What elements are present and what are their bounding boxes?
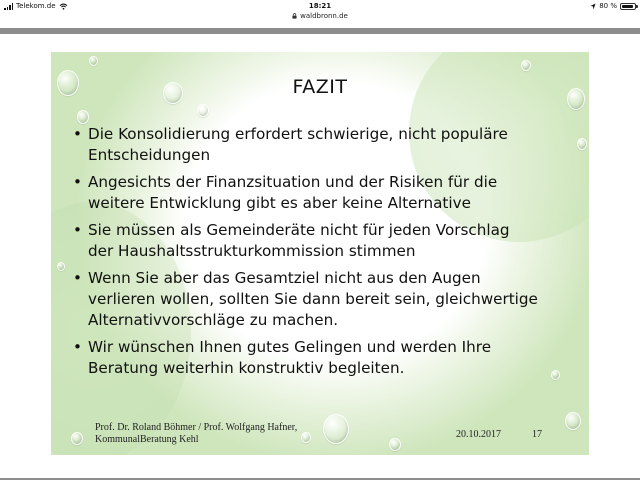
bullet-line: Entscheidungen: [88, 146, 211, 164]
water-drop-decoration: [301, 432, 311, 443]
slide-footer-authors: [95, 422, 297, 446]
battery-percent: 80 %: [599, 2, 617, 10]
water-drop-decoration: [89, 56, 98, 66]
location-arrow-icon: [590, 3, 596, 10]
bullet-item: [73, 268, 583, 331]
lock-icon: [292, 13, 297, 19]
url-domain[interactable]: waldbronn.de: [300, 12, 348, 20]
bullet-line: verlieren wollen, sollten Sie dann bereit sein, gleichwertige: [88, 290, 538, 308]
water-drop-decoration: [71, 432, 83, 445]
bullet-line: Alternativvorschläge zu machen.: [88, 311, 339, 329]
bullet-line: Angesichts der Finanzsituation und der Risiken für die: [88, 173, 498, 191]
bullet-line: Wenn Sie aber das Gesamtziel nicht aus den Augen: [88, 269, 481, 287]
bullet-item: [73, 124, 583, 166]
carrier-name: Telekom.de: [16, 2, 56, 10]
footer-organization: KommunalBeratung Kehl: [95, 434, 199, 445]
bullet-line: Die Konsolidierung erfordert schwierige, nicht populäre: [88, 125, 508, 143]
bullet-line: weitere Entwicklung gibt es aber keine Alternative: [88, 194, 471, 212]
bullet-line: Wir wünschen Ihnen gutes Gelingen und werden Ihre: [88, 338, 492, 356]
battery-icon: [620, 3, 636, 10]
water-drop-decoration: [77, 110, 89, 124]
water-drop-decoration: [197, 104, 209, 117]
bullet-line: Sie müssen als Gemeinderäte nicht für jeden Vorschlag: [88, 221, 510, 239]
bullet-item: [73, 220, 583, 262]
water-drop-decoration: [57, 262, 65, 271]
clock: 18:21: [308, 2, 332, 10]
bullet-item: [73, 337, 583, 379]
water-drop-decoration: [565, 412, 581, 430]
bullet-line: Beratung weiterhin konstruktiv begleiten.: [88, 359, 405, 377]
bullet-item: [73, 172, 583, 214]
slide-page-number: 17: [532, 429, 542, 440]
url-bar[interactable]: [0, 11, 640, 21]
slide-footer-date: 20.10.2017: [456, 429, 501, 440]
status-right: [590, 2, 636, 10]
water-drop-decoration: [323, 414, 349, 444]
slide-title: FAZIT: [292, 76, 348, 98]
footer-authors: Prof. Dr. Roland Böhmer / Prof. Wolfgang Hafner,: [95, 422, 298, 433]
bullet-list: [73, 124, 583, 385]
water-drop-decoration: [521, 60, 531, 71]
water-drop-decoration: [389, 438, 401, 451]
bullet-line: der Haushaltsstrukturkommission stimmen: [88, 242, 416, 260]
presentation-slide: [51, 52, 589, 455]
